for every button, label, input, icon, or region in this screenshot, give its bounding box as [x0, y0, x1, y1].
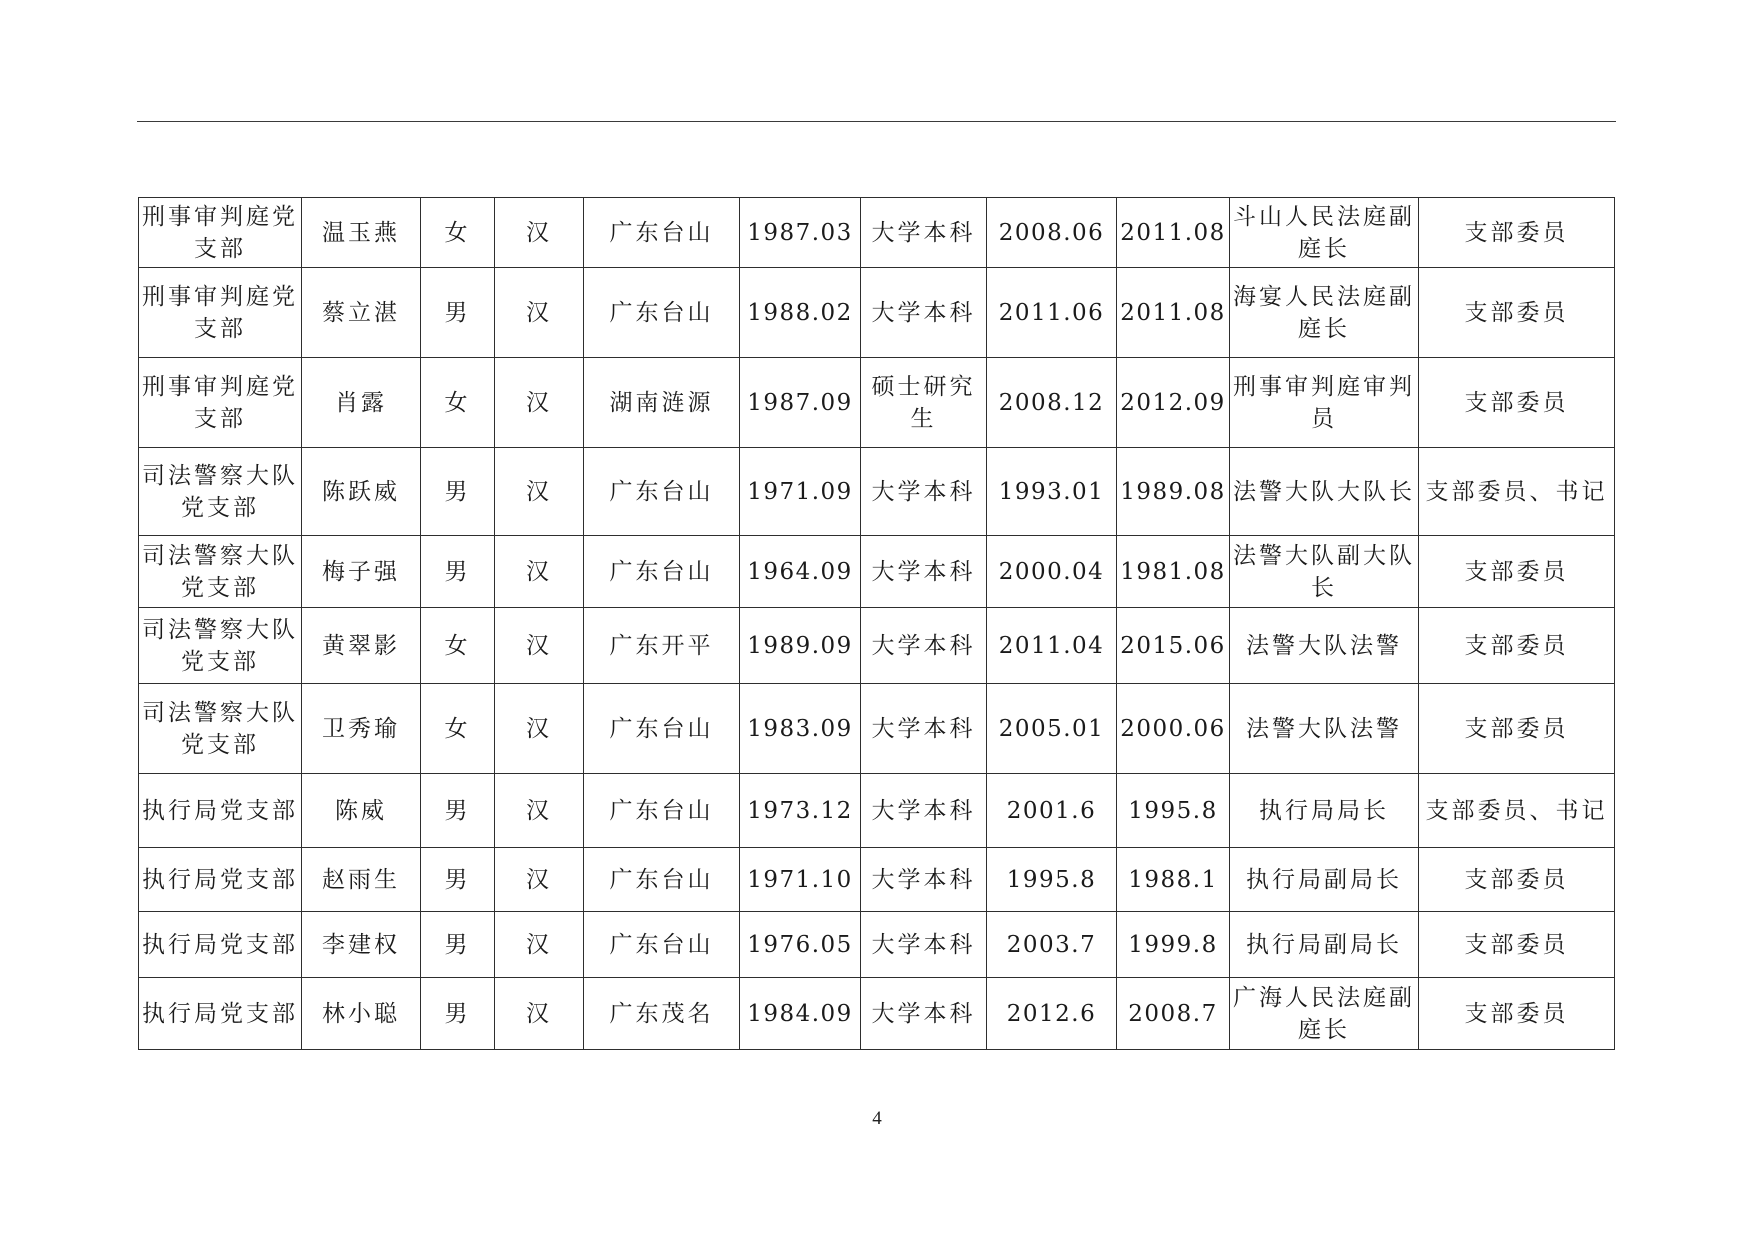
work-start-date-cell: 2011.08	[1117, 268, 1230, 358]
name-cell: 陈威	[302, 774, 421, 848]
party-role-cell: 支部委员	[1419, 268, 1615, 358]
party-join-date-cell: 2011.06	[987, 268, 1117, 358]
position-cell: 法警大队大队长	[1230, 448, 1419, 536]
education-cell: 大学本科	[861, 536, 987, 608]
table-row	[139, 448, 1615, 536]
party-join-date-cell: 2001.6	[987, 774, 1117, 848]
gender-cell: 男	[421, 978, 495, 1050]
ethnicity-cell: 汉	[495, 448, 584, 536]
birth-date-cell: 1989.09	[740, 608, 861, 684]
gender-cell: 女	[421, 608, 495, 684]
native-place-cell: 广东开平	[584, 608, 740, 684]
ethnicity-cell: 汉	[495, 608, 584, 684]
position-cell: 法警大队副大队长	[1230, 536, 1419, 608]
birth-date-cell: 1983.09	[740, 684, 861, 774]
party-role-cell: 支部委员	[1419, 912, 1615, 978]
native-place-cell: 广东台山	[584, 536, 740, 608]
position-cell: 执行局副局长	[1230, 848, 1419, 912]
birth-date-cell: 1976.05	[740, 912, 861, 978]
party-join-date-cell: 2011.04	[987, 608, 1117, 684]
work-start-date-cell: 1999.8	[1117, 912, 1230, 978]
name-cell: 林小聪	[302, 978, 421, 1050]
native-place-cell: 广东台山	[584, 774, 740, 848]
party-role-cell: 支部委员	[1419, 536, 1615, 608]
education-cell: 大学本科	[861, 978, 987, 1050]
education-cell: 硕士研究生	[861, 358, 987, 448]
table-row	[139, 684, 1615, 774]
birth-date-cell: 1971.09	[740, 448, 861, 536]
ethnicity-cell: 汉	[495, 848, 584, 912]
birth-date-cell: 1971.10	[740, 848, 861, 912]
party-role-cell: 支部委员	[1419, 978, 1615, 1050]
position-cell: 斗山人民法庭副庭长	[1230, 198, 1419, 268]
position-cell: 刑事审判庭审判员	[1230, 358, 1419, 448]
table-body	[139, 198, 1615, 1050]
branch-cell: 司法警察大队党支部	[139, 684, 302, 774]
ethnicity-cell: 汉	[495, 358, 584, 448]
gender-cell: 女	[421, 358, 495, 448]
name-cell: 卫秀瑜	[302, 684, 421, 774]
native-place-cell: 广东台山	[584, 268, 740, 358]
gender-cell: 女	[421, 198, 495, 268]
ethnicity-cell: 汉	[495, 198, 584, 268]
education-cell: 大学本科	[861, 848, 987, 912]
table-row	[139, 268, 1615, 358]
work-start-date-cell: 1981.08	[1117, 536, 1230, 608]
birth-date-cell: 1987.09	[740, 358, 861, 448]
native-place-cell: 广东茂名	[584, 978, 740, 1050]
work-start-date-cell: 2008.7	[1117, 978, 1230, 1050]
birth-date-cell: 1987.03	[740, 198, 861, 268]
party-join-date-cell: 2003.7	[987, 912, 1117, 978]
ethnicity-cell: 汉	[495, 684, 584, 774]
gender-cell: 男	[421, 912, 495, 978]
branch-cell: 执行局党支部	[139, 774, 302, 848]
education-cell: 大学本科	[861, 608, 987, 684]
position-cell: 执行局局长	[1230, 774, 1419, 848]
table-row	[139, 978, 1615, 1050]
branch-cell: 执行局党支部	[139, 848, 302, 912]
gender-cell: 男	[421, 268, 495, 358]
branch-cell: 司法警察大队党支部	[139, 536, 302, 608]
work-start-date-cell: 1995.8	[1117, 774, 1230, 848]
branch-cell: 司法警察大队党支部	[139, 608, 302, 684]
ethnicity-cell: 汉	[495, 774, 584, 848]
work-start-date-cell: 2015.06	[1117, 608, 1230, 684]
name-cell: 温玉燕	[302, 198, 421, 268]
table-row	[139, 848, 1615, 912]
table-row	[139, 608, 1615, 684]
table-row	[139, 774, 1615, 848]
branch-cell: 刑事审判庭党支部	[139, 198, 302, 268]
native-place-cell: 广东台山	[584, 198, 740, 268]
education-cell: 大学本科	[861, 198, 987, 268]
work-start-date-cell: 2011.08	[1117, 198, 1230, 268]
position-cell: 广海人民法庭副庭长	[1230, 978, 1419, 1050]
work-start-date-cell: 1988.1	[1117, 848, 1230, 912]
name-cell: 梅子强	[302, 536, 421, 608]
party-role-cell: 支部委员	[1419, 608, 1615, 684]
party-join-date-cell: 1993.01	[987, 448, 1117, 536]
table-row	[139, 536, 1615, 608]
party-join-date-cell: 2008.12	[987, 358, 1117, 448]
education-cell: 大学本科	[861, 684, 987, 774]
position-cell: 执行局副局长	[1230, 912, 1419, 978]
party-role-cell: 支部委员	[1419, 848, 1615, 912]
birth-date-cell: 1964.09	[740, 536, 861, 608]
branch-cell: 刑事审判庭党支部	[139, 358, 302, 448]
ethnicity-cell: 汉	[495, 268, 584, 358]
native-place-cell: 广东台山	[584, 912, 740, 978]
position-cell: 法警大队法警	[1230, 684, 1419, 774]
branch-cell: 刑事审判庭党支部	[139, 268, 302, 358]
party-join-date-cell: 1995.8	[987, 848, 1117, 912]
table-row	[139, 198, 1615, 268]
birth-date-cell: 1988.02	[740, 268, 861, 358]
ethnicity-cell: 汉	[495, 536, 584, 608]
party-branch-member-table	[138, 197, 1615, 1050]
name-cell: 黄翠影	[302, 608, 421, 684]
table-row	[139, 358, 1615, 448]
header-rule	[137, 121, 1616, 122]
branch-cell: 执行局党支部	[139, 978, 302, 1050]
name-cell: 肖露	[302, 358, 421, 448]
position-cell: 法警大队法警	[1230, 608, 1419, 684]
party-join-date-cell: 2005.01	[987, 684, 1117, 774]
name-cell: 陈跃威	[302, 448, 421, 536]
gender-cell: 男	[421, 848, 495, 912]
name-cell: 李建权	[302, 912, 421, 978]
name-cell: 蔡立湛	[302, 268, 421, 358]
page-number: 4	[872, 1108, 882, 1129]
work-start-date-cell: 2000.06	[1117, 684, 1230, 774]
gender-cell: 男	[421, 774, 495, 848]
name-cell: 赵雨生	[302, 848, 421, 912]
birth-date-cell: 1973.12	[740, 774, 861, 848]
party-role-cell: 支部委员、书记	[1419, 448, 1615, 536]
party-join-date-cell: 2008.06	[987, 198, 1117, 268]
party-join-date-cell: 2012.6	[987, 978, 1117, 1050]
ethnicity-cell: 汉	[495, 912, 584, 978]
branch-cell: 司法警察大队党支部	[139, 448, 302, 536]
native-place-cell: 湖南涟源	[584, 358, 740, 448]
gender-cell: 男	[421, 448, 495, 536]
education-cell: 大学本科	[861, 774, 987, 848]
education-cell: 大学本科	[861, 268, 987, 358]
table-row	[139, 912, 1615, 978]
party-role-cell: 支部委员	[1419, 684, 1615, 774]
native-place-cell: 广东台山	[584, 684, 740, 774]
position-cell: 海宴人民法庭副庭长	[1230, 268, 1419, 358]
branch-cell: 执行局党支部	[139, 912, 302, 978]
birth-date-cell: 1984.09	[740, 978, 861, 1050]
native-place-cell: 广东台山	[584, 848, 740, 912]
work-start-date-cell: 2012.09	[1117, 358, 1230, 448]
gender-cell: 女	[421, 684, 495, 774]
party-role-cell: 支部委员	[1419, 358, 1615, 448]
education-cell: 大学本科	[861, 912, 987, 978]
education-cell: 大学本科	[861, 448, 987, 536]
party-role-cell: 支部委员、书记	[1419, 774, 1615, 848]
gender-cell: 男	[421, 536, 495, 608]
work-start-date-cell: 1989.08	[1117, 448, 1230, 536]
ethnicity-cell: 汉	[495, 978, 584, 1050]
party-role-cell: 支部委员	[1419, 198, 1615, 268]
native-place-cell: 广东台山	[584, 448, 740, 536]
party-join-date-cell: 2000.04	[987, 536, 1117, 608]
